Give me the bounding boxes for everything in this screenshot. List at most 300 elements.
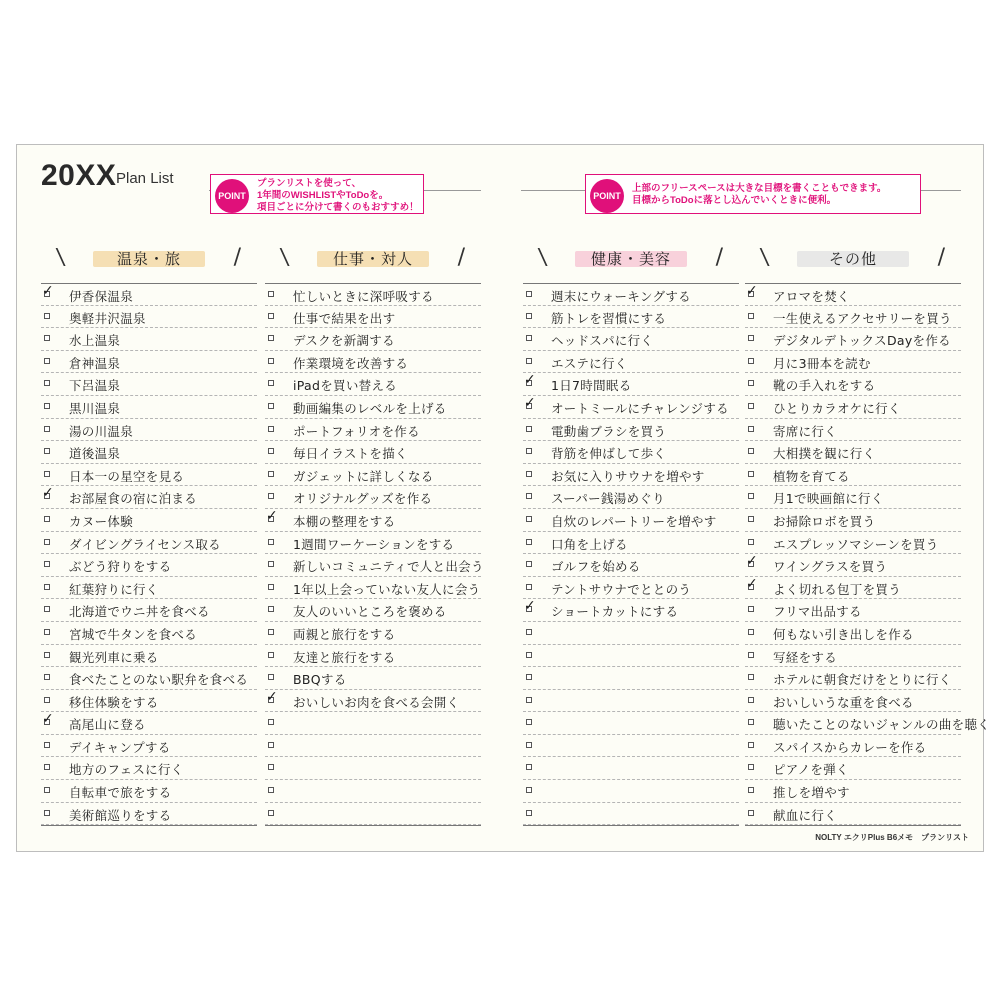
checklist-item-text: デイキャンプする (69, 739, 171, 755)
checklist-item-text: ホテルに朝食だけをとりに行く (773, 672, 952, 688)
checklist-item-text: 仕事で結果を出す (293, 310, 396, 326)
checkmark-icon: ✓ (746, 575, 758, 592)
column-health (523, 245, 739, 826)
checkbox[interactable] (268, 471, 274, 477)
checklist-item-text: 寄席に行く (773, 423, 838, 439)
checklist-row (523, 351, 739, 374)
checkbox[interactable] (526, 448, 532, 454)
checklist-row (41, 328, 257, 351)
checklist-row (265, 532, 481, 555)
checklist-item-text: iPadを買い替える (293, 378, 398, 394)
column-header-label: 健康・美容 (590, 250, 671, 268)
checkbox[interactable] (268, 629, 274, 635)
checklist-item-text: ダイビングライセンス取る (69, 536, 221, 552)
checklist-item-text: 背筋を伸ばして歩く (551, 446, 667, 462)
checklist-row (523, 509, 739, 532)
checklist-row (745, 577, 961, 600)
checklist-row (745, 373, 961, 396)
checkmark-icon: ✓ (42, 711, 54, 728)
checklist-item-text: 聴いたことのないジャンルの曲を聴く (773, 717, 991, 733)
checkbox[interactable] (748, 448, 754, 454)
checklist-item-text: オートミールにチャレンジする (551, 400, 729, 416)
checkbox[interactable] (44, 403, 50, 409)
checklist-row (523, 667, 739, 690)
checklist-row (745, 464, 961, 487)
point-badge: POINT (590, 179, 624, 213)
checklist-row (41, 464, 257, 487)
checkbox[interactable] (748, 697, 754, 703)
header-bracket-left: \ (537, 245, 549, 270)
checklist-row (745, 803, 961, 826)
checklist-row (745, 712, 991, 735)
checklist-item-text: 美術館巡りをする (69, 807, 172, 823)
checklist-row (523, 757, 739, 780)
point-note-text (632, 183, 886, 207)
checkbox[interactable] (526, 471, 532, 477)
point-line: 項目ごとに分けて書くのもおすすめ！ (257, 202, 419, 213)
header-bracket-left: \ (279, 245, 291, 270)
checklist-row (41, 735, 257, 758)
checklist-item-text: アロマを焚く (773, 289, 850, 304)
checkbox[interactable] (748, 335, 754, 341)
checklist-row (745, 351, 961, 374)
checkbox[interactable] (44, 358, 50, 364)
checkbox[interactable] (748, 787, 754, 793)
checklist-item-text: 高尾山に登る (69, 717, 146, 733)
checklist-item-text: お部屋食の宿に泊まる (69, 491, 198, 507)
checkbox[interactable] (268, 291, 274, 297)
checklist-row (265, 712, 481, 735)
checkbox[interactable] (526, 539, 532, 545)
checkbox[interactable] (268, 539, 274, 545)
checklist-item-text: 観光列車に乗る (69, 649, 159, 665)
checkbox[interactable] (44, 652, 50, 658)
checkbox[interactable] (748, 629, 754, 635)
checklist-item-text: 黒川温泉 (69, 400, 121, 416)
checkbox[interactable] (748, 652, 754, 658)
checklist-row (745, 735, 961, 758)
checkbox[interactable] (44, 674, 50, 680)
checklist (523, 283, 739, 826)
checklist (265, 283, 484, 826)
checkbox[interactable] (526, 516, 532, 522)
checklist-row (745, 396, 961, 419)
checklist-row (745, 622, 961, 645)
checklist-item-text: ひとりカラオケに行く (773, 400, 901, 416)
checkbox[interactable] (268, 335, 274, 341)
checklist-item-text: 移住体験をする (69, 694, 159, 710)
checkmark-icon: ✓ (266, 507, 278, 524)
checklist-row (41, 486, 257, 509)
checklist-row (265, 464, 481, 487)
checkbox[interactable] (44, 787, 50, 793)
checkbox[interactable] (44, 629, 50, 635)
checklist-item-text: 献血に行く (773, 807, 838, 823)
checkbox[interactable] (526, 764, 532, 770)
checklist-row (745, 486, 961, 509)
checkbox[interactable] (526, 742, 532, 748)
checkbox[interactable] (526, 358, 532, 364)
checklist-row (523, 645, 739, 668)
checklist-row (41, 599, 257, 622)
point-line: プランリストを使って、 (257, 178, 362, 189)
checkbox[interactable] (44, 448, 50, 454)
header-bracket-left: \ (759, 245, 771, 270)
checkbox[interactable] (44, 471, 50, 477)
checklist-item-text: 湯の川温泉 (69, 423, 134, 439)
checklist-item-text: デスクを新調する (293, 333, 395, 349)
checklist-row (265, 396, 481, 419)
checkbox[interactable] (44, 335, 50, 341)
checkbox[interactable] (526, 810, 532, 816)
checklist-item-text: 自炊のレパートリーを増やす (551, 513, 717, 529)
checklist-item-text: オリジナルグッズを作る (293, 491, 433, 507)
checklist-row (523, 577, 739, 600)
checkbox[interactable] (268, 403, 274, 409)
checklist-item-text: ガジェットに詳しくなる (293, 468, 434, 484)
checkbox[interactable] (748, 719, 754, 725)
checkbox[interactable] (526, 697, 532, 703)
checkbox[interactable] (44, 539, 50, 545)
checklist-item-text: 推しを増やす (773, 785, 850, 801)
checklist-item-text: ぶどう狩りをする (69, 559, 172, 575)
checklist-row (745, 645, 961, 668)
checklist-item-text: カヌー体験 (69, 513, 134, 529)
point-note-text (257, 178, 419, 214)
checklist-item-text: 1年以上会っていない友人に会う (293, 581, 481, 597)
checklist-row (41, 351, 257, 374)
checklist-item-text: 新しいコミュニティで人と出会う (293, 559, 484, 575)
checkbox[interactable] (268, 764, 274, 770)
checklist-row (745, 780, 961, 803)
checklist-row (265, 554, 484, 577)
checklist-row (265, 622, 481, 645)
checkmark-icon: ✓ (42, 283, 54, 299)
checklist-item-text: 本棚の整理をする (293, 513, 396, 529)
checklist-row (41, 554, 257, 577)
checklist-row (41, 645, 257, 668)
checklist-item-text: 倉神温泉 (69, 355, 121, 371)
checklist-row (523, 464, 739, 487)
checklist-row (745, 328, 961, 351)
checklist-row (41, 757, 257, 780)
checklist-item-text: フリマ出品する (773, 604, 862, 620)
column-travel (41, 245, 257, 826)
checkmark-icon: ✓ (266, 688, 278, 705)
checkbox[interactable] (526, 493, 532, 499)
checklist-row (523, 554, 739, 577)
checkbox[interactable] (44, 697, 50, 703)
planner-page (16, 144, 991, 852)
checklist-row (265, 283, 481, 306)
checkbox[interactable] (526, 291, 532, 297)
checklist-row (745, 532, 961, 555)
checklist-row (265, 780, 481, 803)
checkbox[interactable] (44, 313, 50, 319)
checkbox[interactable] (526, 335, 532, 341)
header-bracket-left: \ (55, 245, 67, 270)
checklist-item-text: 1週間ワーケーションをする (293, 536, 455, 552)
checklist-row (41, 803, 257, 826)
checklist-item-text: よく切れる包丁を買う (773, 581, 902, 597)
checklist-row (265, 667, 481, 690)
checklist-row (265, 419, 481, 442)
checkbox[interactable] (44, 380, 50, 386)
checklist-row (41, 441, 257, 464)
checkbox[interactable] (748, 471, 754, 477)
checkbox[interactable] (268, 380, 274, 386)
point-line: 目標からToDoに落とし込んでいくときに便利。 (632, 195, 837, 206)
checklist-item-text: 友達と旅行をする (293, 649, 396, 665)
checkbox[interactable] (526, 426, 532, 432)
point-badge: POINT (215, 179, 249, 213)
checklist-row (523, 373, 739, 396)
checklist-row (265, 351, 481, 374)
checkbox[interactable] (44, 561, 50, 567)
checkbox[interactable] (44, 742, 50, 748)
checklist-item-text: 道後温泉 (69, 446, 121, 462)
checklist-row (523, 396, 739, 419)
checklist-item-text: 紅葉狩りに行く (69, 581, 159, 597)
checklist-row (265, 599, 481, 622)
checklist-row (41, 532, 257, 555)
checkbox[interactable] (748, 674, 754, 680)
checklist-row (523, 599, 739, 622)
checkmark-icon: ✓ (42, 485, 54, 502)
checklist-row (265, 577, 481, 600)
checklist-item-text: スパイスからカレーを作る (773, 739, 927, 755)
checklist-row (41, 509, 257, 532)
checkbox[interactable] (748, 764, 754, 770)
checkmark-icon: ✓ (524, 598, 536, 615)
header-bracket-right: / (715, 245, 723, 270)
checklist-item-text: 月に3冊本を読む (773, 355, 871, 371)
checkbox[interactable] (268, 561, 274, 567)
checklist-item-text: 靴の手入れをする (773, 378, 876, 394)
checkbox[interactable] (44, 606, 50, 612)
checklist-item-text: お掃除ロボを買う (773, 513, 876, 529)
header-bracket-right: / (233, 245, 241, 270)
checkbox[interactable] (748, 606, 754, 612)
checklist-item-text: 作業環境を改善する (293, 355, 409, 371)
checklist-row (745, 554, 961, 577)
checklist-item-text: ピアノを弾く (773, 762, 849, 778)
checklist-item-text: BBQする (293, 672, 347, 688)
header-bracket-right: / (937, 245, 945, 270)
checkmark-icon: ✓ (524, 372, 536, 389)
checklist-item-text: 口角を上げる (551, 536, 628, 552)
checklist-row (265, 803, 481, 826)
column-header-label: 仕事・対人 (332, 250, 413, 268)
checkbox[interactable] (268, 493, 274, 499)
checkbox[interactable] (526, 719, 532, 725)
checkbox[interactable] (748, 313, 754, 319)
column-work (265, 245, 484, 826)
checkbox[interactable] (748, 810, 754, 816)
checklist-item-text: ショートカットにする (551, 604, 679, 620)
checklist-row (41, 780, 257, 803)
checklist-row (41, 396, 257, 419)
checkbox[interactable] (526, 629, 532, 635)
checklist-item-text: 大相撲を観に行く (773, 446, 876, 462)
checkbox[interactable] (748, 358, 754, 364)
checklist-row (41, 712, 257, 735)
checklist-row (523, 283, 739, 306)
checkbox[interactable] (268, 313, 274, 319)
checklist-item-text: 宮城で牛タンを食べる (69, 626, 198, 642)
checklist-item-text: 友人のいいところを褒める (293, 604, 447, 620)
checklist-item-text: ワイングラスを買う (773, 559, 888, 575)
checklist-row (41, 622, 257, 645)
column-header-label: 温泉・旅 (116, 250, 181, 268)
checklist-row (523, 780, 739, 803)
checklist-row (745, 599, 961, 622)
column-header (275, 245, 471, 275)
checkbox[interactable] (268, 448, 274, 454)
checkbox[interactable] (44, 516, 50, 522)
checklist-row (523, 486, 739, 509)
checkbox[interactable] (268, 584, 274, 590)
checkbox[interactable] (268, 358, 274, 364)
checklist-item-text: 電動歯ブラシを買う (551, 423, 667, 439)
checklist-row (265, 441, 481, 464)
checklist-item-text: 日本一の星空を見る (69, 468, 185, 484)
point-note-left (210, 174, 424, 214)
checkbox[interactable] (526, 652, 532, 658)
checklist-row (523, 306, 739, 329)
page-subtitle: Plan List (116, 170, 174, 187)
checkbox[interactable] (268, 810, 274, 816)
checkmark-icon: ✓ (746, 553, 758, 570)
checklist-item-text: デジタルデトックスDayを作る (773, 333, 951, 349)
checkbox[interactable] (268, 652, 274, 658)
checklist-item-text: ゴルフを始める (551, 559, 641, 575)
column-header-label: その他 (828, 250, 877, 268)
checklist-row (41, 306, 257, 329)
checkmark-icon: ✓ (746, 283, 758, 299)
checkbox[interactable] (268, 742, 274, 748)
checkbox[interactable] (526, 584, 532, 590)
checkbox[interactable] (748, 403, 754, 409)
checklist-row (523, 419, 739, 442)
checkbox[interactable] (44, 810, 50, 816)
checkbox[interactable] (268, 426, 274, 432)
column-header (755, 245, 951, 275)
checklist-row (41, 667, 257, 690)
checklist-item-text: 水上温泉 (69, 333, 121, 349)
checklist-row (523, 532, 739, 555)
column-header (533, 245, 729, 275)
column-other (745, 245, 991, 826)
footer-caption: NOLTY エクリPlus B6メモ プランリスト (815, 833, 969, 842)
checklist-item-text: 何もない引き出しを作る (773, 626, 914, 642)
checkbox[interactable] (268, 606, 274, 612)
checkbox[interactable] (748, 516, 754, 522)
checklist-row (523, 712, 739, 735)
checklist-row (41, 577, 257, 600)
checkbox[interactable] (526, 561, 532, 567)
checklist-item-text: 北海道でウニ丼を食べる (69, 604, 210, 620)
point-line: 上部のフリースペースは大きな目標を書くこともできます。 (632, 183, 887, 194)
checkbox[interactable] (268, 787, 274, 793)
page-title: 20XX (41, 159, 117, 192)
checkbox[interactable] (44, 426, 50, 432)
checklist-row (745, 757, 961, 780)
checklist-item-text: 伊香保温泉 (69, 289, 134, 304)
checklist-item-text: エスプレッソマシーンを買う (773, 536, 939, 552)
checklist-item-text: エステに行く (551, 355, 628, 371)
checklist-row (265, 486, 481, 509)
checklist-item-text: おいしいうな重を食べる (773, 694, 914, 710)
checklist-row (523, 690, 739, 713)
checklist-item-text: おいしいお肉を食べる会開く (293, 694, 460, 710)
point-line: 1年間のWISHLISTやToDoを。 (257, 190, 389, 201)
checklist-row (523, 328, 739, 351)
checklist-row (745, 690, 961, 713)
checklist-item-text: 1日7時間眠る (551, 378, 632, 394)
checklist-row (745, 306, 961, 329)
checklist-row (523, 622, 739, 645)
checklist-row (41, 283, 257, 306)
checkbox[interactable] (526, 787, 532, 793)
checklist-item-text: 植物を育てる (773, 468, 850, 484)
checkbox[interactable] (44, 584, 50, 590)
column-header (51, 245, 247, 275)
checkbox[interactable] (748, 380, 754, 386)
checkbox[interactable] (748, 426, 754, 432)
checkbox[interactable] (44, 764, 50, 770)
checklist-row (523, 441, 739, 464)
checklist-item-text: テントサウナでととのう (551, 581, 692, 597)
checkbox[interactable] (268, 719, 274, 725)
checklist-item-text: 忙しいときに深呼吸する (293, 289, 434, 304)
header-bracket-right: / (457, 245, 465, 270)
checklist-row (523, 735, 739, 758)
checklist-row (745, 509, 961, 532)
checklist-row (265, 373, 481, 396)
checklist-row (265, 757, 481, 780)
checklist-item-text: 下呂温泉 (69, 378, 121, 394)
checklist-row (41, 373, 257, 396)
checklist-item-text: 一生使えるアクセサリーを買う (773, 310, 952, 326)
checklist-row (265, 690, 481, 713)
checkbox[interactable] (748, 742, 754, 748)
checklist-row (523, 803, 739, 826)
checklist-item-text: お気に入りサウナを増やす (551, 468, 705, 484)
checklist-item-text: 地方のフェスに行く (69, 762, 184, 778)
checklist-row (745, 441, 961, 464)
checklist-item-text: スーパー銭湯めぐり (551, 491, 665, 507)
checklist-row (265, 645, 481, 668)
checklist-item-text: 自転車で旅をする (69, 785, 172, 801)
checklist-row (265, 735, 481, 758)
checklist-item-text: 両親と旅行をする (293, 626, 396, 642)
checkbox[interactable] (748, 539, 754, 545)
point-note-right (585, 174, 921, 214)
checkbox[interactable] (748, 493, 754, 499)
checkbox[interactable] (526, 674, 532, 680)
checkbox[interactable] (526, 313, 532, 319)
checklist-row (745, 419, 961, 442)
checklist-row (745, 283, 961, 306)
checklist-item-text: 月1で映画館に行く (773, 491, 884, 507)
checklist-item-text: 動画編集のレベルを上げる (293, 400, 447, 416)
checklist-row (41, 690, 257, 713)
checkbox[interactable] (268, 674, 274, 680)
checklist-item-text: ポートフォリオを作る (293, 423, 420, 439)
checklist-row (745, 667, 961, 690)
checklist-row (265, 328, 481, 351)
